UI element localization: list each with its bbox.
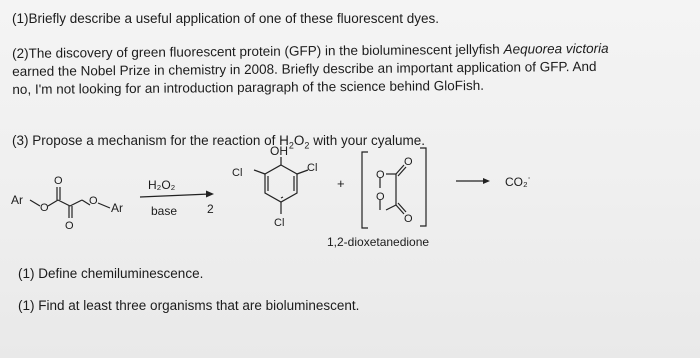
- ester-oxygen: O: [40, 202, 49, 214]
- question-2-text: (2)The discovery of green fluorescent protein (GFP) in the bioluminescent jellyfish: [12, 41, 504, 61]
- product-co2: CO₂˙: [505, 175, 532, 189]
- ring-oxygen-bottom: O: [376, 191, 385, 203]
- reaction-arrow: [140, 194, 210, 197]
- reagent-base: base: [151, 204, 178, 218]
- question-4: (1) Define chemiluminescence.: [18, 266, 204, 281]
- bracket-left: [362, 152, 368, 228]
- bracket-right: [420, 148, 426, 226]
- trichlorophenol-ring: [254, 157, 308, 214]
- chlorine-bottom: Cl: [274, 217, 285, 229]
- arrow-head: [206, 191, 214, 198]
- hydroxyl-label: OH: [270, 144, 288, 158]
- plus-sign: +: [337, 176, 345, 191]
- question-2-line-3: no, I'm not looking for an introduction paragraph of the science behind GloFish.: [12, 77, 485, 97]
- carbonyl-oxygen-top: O: [404, 156, 413, 168]
- question-1: (1)Briefly describe a useful application of one of these fluorescent dyes.: [12, 11, 439, 26]
- subscript: 2: [288, 140, 294, 151]
- species-name: Aequorea victoria: [503, 40, 609, 57]
- question-5: (1) Find at least three organisms that are bioluminescent.: [18, 298, 360, 313]
- coefficient: 2: [207, 202, 214, 216]
- chlorine-right: Cl: [307, 162, 318, 174]
- aryl-group-right: Ar: [111, 201, 123, 215]
- ester-oxygen: O: [89, 195, 98, 207]
- question-2-line-2: earned the Nobel Prize in chemistry in 2008. Briefly describe an important application of GFP. And: [12, 58, 597, 79]
- reagent-h2o2: H₂O₂: [148, 178, 176, 192]
- chlorine-left: Cl: [232, 167, 243, 179]
- carbonyl-oxygen-bottom: O: [404, 213, 413, 225]
- question-3-text: O: [293, 133, 305, 148]
- arrow-head: [483, 178, 490, 184]
- subscript: 2: [304, 140, 310, 151]
- aryl-group-left: Ar: [11, 193, 23, 207]
- question-3-text: with your cyalume.: [309, 133, 425, 148]
- intermediate-name: 1,2-dioxetanedione: [327, 235, 430, 249]
- carbonyl-oxygen: O: [54, 175, 63, 187]
- question-3-text: (3) Propose a mechanism for the reaction of H: [12, 133, 289, 148]
- ring-oxygen-top: O: [376, 169, 385, 181]
- carbonyl-oxygen: O: [65, 220, 74, 232]
